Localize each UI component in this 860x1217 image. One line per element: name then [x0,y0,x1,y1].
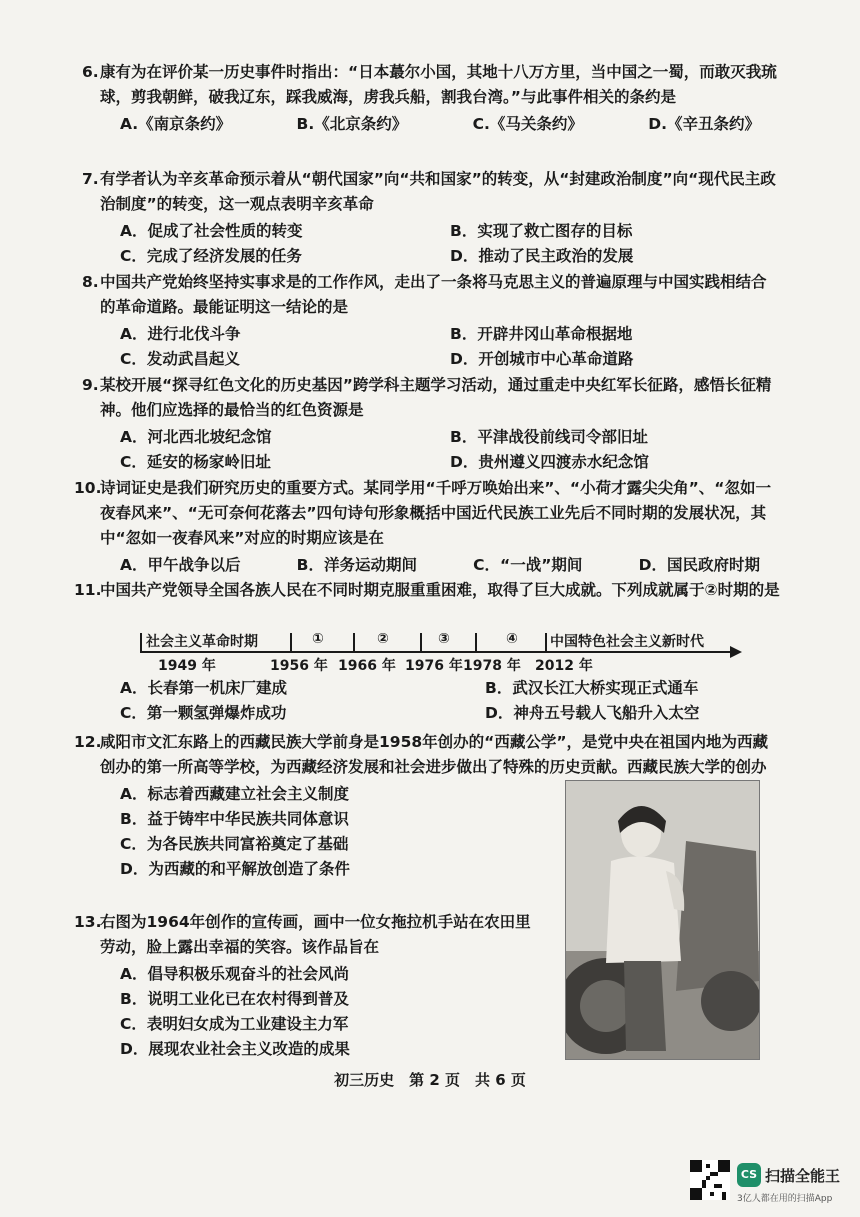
question-number: 7. [82,170,99,188]
timeline-year: 1976 年 [405,658,463,674]
option-c: C．发动武昌起义 [120,350,240,368]
timeline-year: 1978 年 [463,658,521,674]
option-b: B．武汉长江大桥实现正式通车 [485,679,699,697]
option-d: D．贵州遵义四渡赤水纪念馆 [450,453,649,471]
question-stem: 中国共产党始终坚持实事求是的工作作风，走出了一条将马克思主义的普遍原理与中国实践相结合的革命道路。最能证明这一结论的是 [100,273,767,316]
question-number: 13. [74,913,102,931]
option-b: B．平津战役前线司令部旧址 [450,428,648,446]
question-stem: 右图为1964年创作的宣传画，画中一位女拖拉机手站在农田里劳动，脸上露出幸福的笑容。该作品旨在 [100,913,531,956]
timeline-year: 1949 年 [158,658,216,674]
option-b: B．开辟井冈山革命根据地 [450,325,633,343]
option-d: D．国民政府时期 [638,556,760,574]
option-b: B．洋务运动期间 [296,556,417,574]
question-11-options [100,676,780,726]
timeline-year: 1956 年 [270,658,328,674]
option-d: D．神舟五号载人飞船升入太空 [485,704,700,722]
question-stem: 有学者认为辛亥革命预示着从“朝代国家”向“共和国家”的转变，从“封建政治制度”向“现代民主政治制度”的转变，这一观点表明辛亥革命 [100,170,776,213]
question-number: 11. [74,581,102,599]
option-a: A．长春第一机床厂建成 [120,679,287,697]
period-timeline [130,631,750,673]
option-b: B．实现了救亡图存的目标 [450,222,633,240]
option-d: D.《辛丑条约》 [648,115,760,133]
timeline-period: ② [377,631,389,647]
options [100,219,780,269]
timeline-period: ③ [438,631,450,647]
timeline-period: ① [312,631,324,647]
question-number: 8. [82,273,99,291]
timeline-tick [353,633,355,651]
tractor-driver-illustration [566,781,759,1059]
question-6 [82,60,780,137]
option-a: A．标志着西藏建立社会主义制度 [120,785,349,803]
options [100,425,780,475]
option-a: A.《南京条约》 [120,115,232,133]
timeline-tick [140,633,142,651]
timeline-period: 社会主义革命时期 [146,634,258,650]
option-b: B．益于铸牢中华民族共同体意识 [120,810,349,828]
scanner-tagline: 3亿人都在用的扫描App [737,1194,833,1204]
question-number: 9. [82,376,99,394]
timeline-tick [545,633,547,651]
question-stem: 康有为在评价某一历史事件时指出：“日本蕞尔小国，其地十八万方里，当中国之一蜀，而敢灭我琉球，剪我朝鲜，破我辽东，踩我威海，虏我兵船，割我台湾。”与此事件相关的条约是 [100,63,777,106]
timeline-year: 1966 年 [338,658,396,674]
timeline-period: ④ [506,631,518,647]
option-a: A．甲午战争以后 [120,556,241,574]
option-d: D．推动了民主政治的发展 [450,247,634,265]
question-stem: 某校开展“探寻红色文化的历史基因”跨学科主题学习活动，通过重走中央红军长征路，感悟长征精神。他们应选择的最恰当的红色资源是 [100,376,772,419]
question-11 [74,578,780,603]
page-footer: 初三历史 第 2 页 共 6 页 [334,1071,526,1089]
option-c: C．延安的杨家岭旧址 [120,453,271,471]
question-7 [82,167,780,269]
question-8 [82,270,780,372]
option-c: C.《马关条约》 [472,115,583,133]
option-c: C．第一颗氢弹爆炸成功 [120,704,287,722]
option-c: C．表明妇女成为工业建设主力军 [120,1015,349,1033]
option-a: A．促成了社会性质的转变 [120,222,303,240]
question-stem: 诗词证史是我们研究历史的重要方式。某同学用“千呼万唤始出来”、“小荷才露尖尖角”、“忽如一夜春风来”、“无可奈何花落去”四句诗句形象概括中国近代民族工业先后不同时期的发展状况，其中“忽如一夜春风来”对应的时期应该是在 [100,479,771,547]
qr-code-icon [690,1160,730,1200]
options [100,553,760,578]
question-stem: 咸阳市文汇东路上的西藏民族大学前身是1958年创办的“西藏公学”，是党中央在祖国内地为西藏创办的第一所高等学校，为西藏经济发展和社会进步做出了特殊的历史贡献。西藏民族大学的创办 [100,733,769,776]
option-d: D．展现农业社会主义改造的成果 [120,1040,350,1058]
camscanner-logo-icon: CS [737,1163,761,1187]
timeline-arrow-icon [730,646,742,658]
timeline-tick [475,633,477,651]
option-a: A．河北西北坡纪念馆 [120,428,272,446]
options [100,112,760,137]
option-d: D．为西藏的和平解放创造了条件 [120,860,350,878]
timeline-tick [290,633,292,651]
option-a: A．进行北伐斗争 [120,325,241,343]
option-c: C．完成了经济发展的任务 [120,247,302,265]
question-10 [74,476,780,578]
timeline-period: 中国特色社会主义新时代 [550,634,704,650]
question-number: 6. [82,63,99,81]
question-number: 12. [74,733,102,751]
timeline-axis [140,651,732,653]
question-9 [82,373,780,475]
question-stem: 中国共产党领导全国各族人民在不同时期克服重重困难，取得了巨大成就。下列成就属于②时期的是 [100,581,780,599]
option-c: C．“一战”期间 [473,556,583,574]
question-13 [74,910,540,1062]
option-c: C．为各民族共同富裕奠定了基础 [120,835,349,853]
options [100,322,780,372]
timeline-tick [420,633,422,651]
option-a: A．倡导积极乐观奋斗的社会风尚 [120,965,349,983]
option-d: D．开创城市中心革命道路 [450,350,634,368]
options [100,962,540,1062]
propaganda-poster-image [565,780,760,1060]
scanner-app-name: 扫描全能王 [765,1167,841,1185]
timeline-year: 2012 年 [535,658,593,674]
options [100,676,780,726]
option-b: B．说明工业化已在农村得到普及 [120,990,349,1008]
option-b: B.《北京条约》 [296,115,408,133]
question-number: 10. [74,479,102,497]
